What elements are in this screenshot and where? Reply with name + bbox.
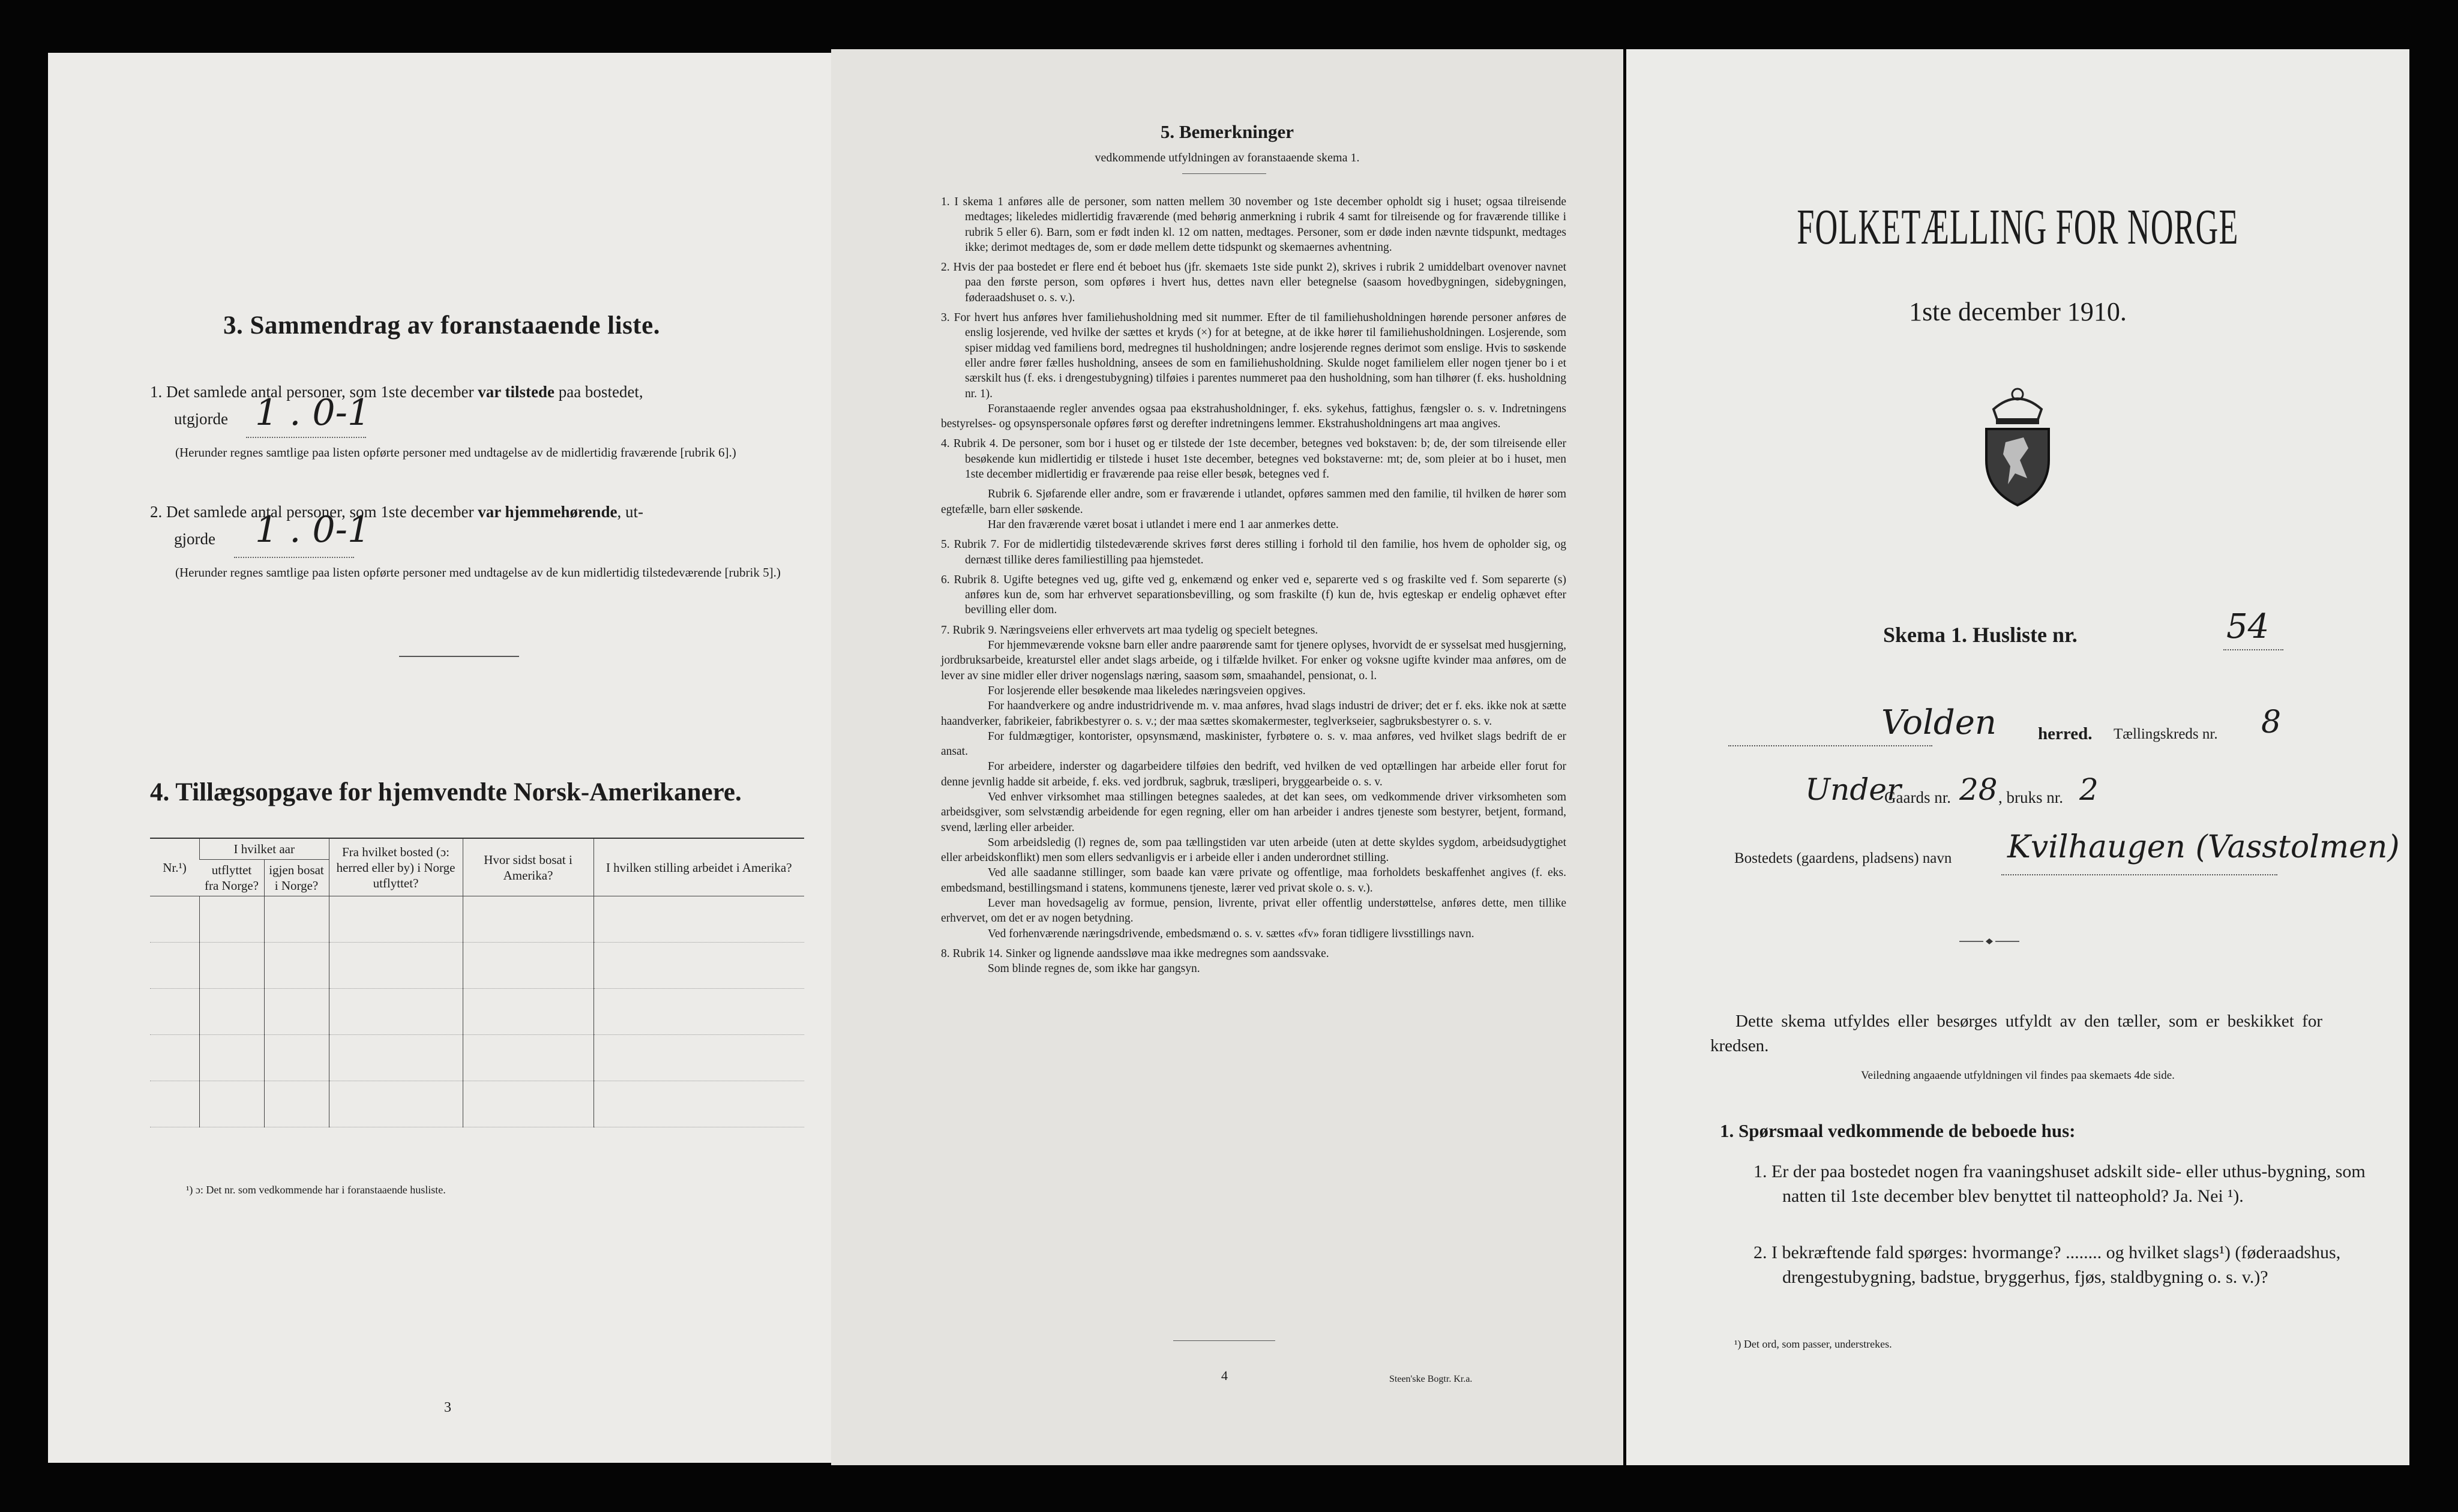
norsk-amerikanere-table <box>150 839 804 1127</box>
handwritten-count-2: 1 . 0-1 <box>255 509 371 551</box>
norway-coat-of-arms-icon <box>1976 376 2060 508</box>
remark-paragraph: Som blinde regnes de, som ikke har gangsyn. <box>988 962 1200 976</box>
col-nr: Nr.¹) <box>150 839 200 896</box>
veiledning-text: Veiledning angaaende utfyldningen vil findes paa skemaets 4de side. <box>1861 1069 2175 1082</box>
page-3 <box>48 53 834 1463</box>
remark-paragraph: 2. Hvis der paa bostedet er flere end ét beboet hus (jfr. skemaets 1ste side punkt 2), skrives i rubrik 2 umiddelbart ovenover navnet paa den første person, som opføres i hvert hus, dettes navn eller betegnelse (saasom hovedbygningen, sidebygningen, føderaadshuset o. s. v.). <box>941 261 1566 304</box>
skema-label: Skema 1. Husliste nr. <box>1883 623 2078 647</box>
remark-paragraph: Som arbeidsledig (l) regnes de, som paa tællingstiden var uten arbeide (uten at dette skyldes sygdom, arbeidsudygtighet eller arbeidskonflikt) men som ellers sedvanligvis er i arbeide eller i anden underordnet stilling. <box>941 836 1566 865</box>
table-row <box>150 943 804 989</box>
col-fra-bosted: Fra hvilket bosted (ɔ: herred eller by) i Norge utflyttet? <box>329 839 463 896</box>
divider <box>1173 1340 1275 1341</box>
dotted-line <box>234 557 354 558</box>
divider <box>1182 173 1266 174</box>
dotted-line <box>246 437 366 438</box>
footnote: ¹) Det ord, som passer, understrekes. <box>1734 1338 1892 1350</box>
note-2: (Herunder regnes samtlige paa listen opførte personer med undtagelse av de kun midlertidig tilstedeværende [rubrik 5].) <box>175 565 781 580</box>
remark-paragraph: 6. Rubrik 8. Ugifte betegnes ved ug, gifte ved g, enkemænd og enker ved e, separerte ved s og fraskilte ved f. Som separerte (s) anføres kun de, som har erhvervet separationsbevilling, og som fraskilte (f) kun de, hvis egteskap er endelig ophævet efter bevilling eller dom. <box>941 573 1566 617</box>
handwritten-count-1: 1 . 0-1 <box>255 392 371 434</box>
page-1-cover <box>1626 49 2409 1465</box>
col-stilling: I hvilken stilling arbeidet i Amerika? <box>593 839 804 896</box>
question-1: 1. Er der paa bostedet nogen fra vaaningshuset adskilt side- eller uthus-bygning, som natten til 1ste december blev benyttet til natteophold? Ja. Nei ¹). <box>1753 1162 2366 1206</box>
remark-paragraph: 1. I skema 1 anføres alle de personer, som natten mellem 30 november og 1ste december opholdt sig i huset; ogsaa tilreisende medtages; likeledes midlertidig fraværende (med behørig anmerkning i rubrik 4 samt for tilreisende og for fraværende tillike i rubrik 5 eller 6). Barn, som er født inden kl. 12 om natten, medtages. Personer, som er døde inden nævnte tidspunkt, medtages ikke; derimot medtages de, som er døde mellem dette tidspunkt og skemaernes avhentning. <box>941 196 1566 254</box>
husliste-number-hand: 54 <box>2226 607 2270 646</box>
remark-paragraph: Har den fraværende været bosat i utlandet i mere end 1 aar anmerkes dette. <box>988 518 1339 531</box>
gaard-label: Gaards nr. <box>1884 788 1951 806</box>
divider <box>399 656 519 657</box>
summary-item-2: 2. Det samlede antal personer, som 1ste december var hjemmehørende, ut- <box>150 503 643 521</box>
col-group-aar: I hvilket aar <box>200 839 329 860</box>
remark-paragraph: Rubrik 6. Sjøfarende eller andre, som er fraværende i utlandet, opføres sammen med den familie, til hvilken de hører som egtefælle, barn eller søskende. <box>941 488 1566 516</box>
col-igjen-bosat: igjen bosat i Norge? <box>264 860 329 896</box>
remark-paragraph: Foranstaaende regler anvendes ogsaa paa ekstrahusholdninger, f. eks. sykehus, fattighus, fængsler o. s. v. Indretningens bestyrelses- og opsynspersonale opføres først og derefter indretningens lemmer. Ekstrahusholdningens art maa angives. <box>941 402 1566 431</box>
intro-text: Dette skema utfyldes eller besørges utfyldt av den tæller, som er beskikket for kredsen. <box>1710 1012 2322 1055</box>
remark-paragraph: 8. Rubrik 14. Sinker og lignende aandssløve maa ikke medregnes som aandssvake. <box>941 947 1329 960</box>
remark-paragraph: Lever man hovedsagelig av formue, pension, livrente, privat eller offentlig understøttelse, anføres dette, men tillike erhvervet, om det er av nogen betydning. <box>941 897 1566 925</box>
remarks-body <box>941 194 1566 977</box>
herred-hand: Volden <box>1881 703 1997 742</box>
ornament-divider-icon <box>1959 936 2019 941</box>
section4-title: 4. Tillægsopgave for hjemvendte Norsk-Amerikanere. <box>150 778 742 806</box>
remark-paragraph: Ved enhver virksomhet maa stillingen betegnes saaledes, at det kan sees, om vedkommende driver virksomheten som arbeidsgiver, som selvstændig arbeidende for egen regning, eller om han arbeider i andres tjeneste som bestyrer, betjent, formand, svend, lærling eller arbeider. <box>941 790 1566 834</box>
remark-paragraph: 5. Rubrik 7. For de midlertidig tilstedeværende skrives først deres stilling i forhold til den familie, hos hvem de opholder sig, og dernæst tillike deres familiestilling paa hjemstedet. <box>941 538 1566 566</box>
bemerkninger-subtitle: vedkommende utfyldningen av foranstaaende skema 1. <box>1095 151 1360 164</box>
section3-title: 3. Sammendrag av foranstaaende liste. <box>223 311 660 340</box>
bruk-label: , bruks nr. <box>1998 788 2063 806</box>
remark-paragraph: For hjemmeværende voksne barn eller andre paarørende samt for tjenere oplyses, hvorvidt de er sysselsat med husgjerning, jordbruksarbeide, kreaturstel eller andet slags arbeide, og i tilfælde hvilket. For enker og voksne ugifte kvinder maa anføres, om de lever av sine midler eller driver nogenslags næring, saasom søm, smaahandel, pensionat, o. l. <box>941 639 1566 682</box>
remark-paragraph: For losjerende eller besøkende maa likeledes næringsveien opgives. <box>988 684 1306 697</box>
col-utflyttet: utflyttet fra Norge? <box>200 860 265 896</box>
dotted-line <box>2001 874 2277 875</box>
question-2: 2. I bekræftende fald spørges: hvormange? ........ og hvilket slags¹) (føderaadshus, drengestubygning, badstue, bryggerhus, fjøs, staldbygning o. s. v.)? <box>1753 1243 2341 1287</box>
table-row <box>150 896 804 943</box>
bemerkninger-title: 5. Bemerkninger <box>1160 121 1294 142</box>
page-number: 3 <box>444 1400 451 1415</box>
remark-paragraph: Ved forhenværende næringsdrivende, embedsmænd o. s. v. sættes «fv» foran tidligere livsstillings navn. <box>988 927 1474 940</box>
page-4 <box>831 49 1623 1465</box>
remark-paragraph: For fuldmægtiger, kontorister, opsynsmænd, maskinister, fyrbøtere o. s. v. maa anføres, ved hvilket slags bedrift de er ansat. <box>941 730 1566 758</box>
remark-paragraph: For arbeidere, inderster og dagarbeidere tilføies den bedrift, ved hvilken de ved optællingen har arbeide eller forut for denne jevnlig hadde sit arbeide, f. eks. ved jordbruk, sagbruk, træsliperi, bryggearbeide o. s. v. <box>941 760 1566 788</box>
remark-paragraph: 7. Rubrik 9. Næringsveiens eller erhvervets art maa tydelig og specielt betegnes. <box>941 623 1318 637</box>
kreds-hand: 8 <box>2261 704 2282 740</box>
note-1: (Herunder regnes samtlige paa listen opførte personer med undtagelse av de midlertidig fraværende [rubrik 6].) <box>175 445 736 460</box>
footnote: ¹) ɔ: Det nr. som vedkommende har i foranstaaende husliste. <box>186 1184 446 1196</box>
remark-paragraph: For haandverkere og andre industridrivende m. v. maa anføres, hvad slags industri de driver; det er f. eks. ikke nok at sætte haandverker, fabrikeier, fabrikbestyrer o. s. v.; der maa sættes skomakermester, teglverkseier, sagbruksbestyrer o. s. v. <box>941 700 1566 728</box>
utgjorde-label-1: utgjorde <box>174 410 228 428</box>
remark-paragraph: 4. Rubrik 4. De personer, som bor i huset og er tilstede der 1ste december, betegnes ved bokstaven: b; de, der som tilreisende eller besøkende kun midlertidig er tilstede i huset 1ste december, betegnes ved bokstaverne: mt; de, som pleier at bo i huset, men 1ste december midlertidig er fraværende paa reise eller besøk, betegnes ved f. <box>941 437 1566 481</box>
census-title: FOLKETÆLLING FOR NORGE <box>1797 199 2239 255</box>
bruk-hand: 2 <box>2079 772 2099 807</box>
bosted-label: Bostedets (gaardens, pladsens) navn <box>1734 850 1952 866</box>
remark-paragraph: Ved alle saadanne stillinger, som baade kan være private og offentlige, maa forholdets beskaffenhet angives (f. eks. embedsmand, bestillingsmand i statens, kommunens tjeneste, lærer ved privat skole o. s. v.). <box>941 866 1566 895</box>
remark-paragraph: 3. For hvert hus anføres hver familiehusholdning med sit nummer. Efter de til familiehusholdningen hørende personer anføres de enslig losjerende, ved hvilke der sættes et kryds (×) for at betegne, at de ikke hører til familiehusholdningen. Losjerende, som spiser middag ved familiens bord, medregnes til husholdningen; andre losjerende regnes derimot som enslige. Hvis to søskende eller andre fører fælles husholdning, ansees de som en familiehusholdning. Skulde noget familielem eller nogen tjener bo i et særskilt hus (f. eks. i drengestubygning) tilføies i parentes nummeret paa den husholdning, som han tilhører (f. eks. husholdning nr. 1). <box>941 311 1566 400</box>
printer-mark: Steen'ske Bogtr. Kr.a. <box>1389 1374 1473 1384</box>
herred-label: herred. <box>2038 724 2093 743</box>
table-row <box>150 1081 804 1127</box>
table-row <box>150 1035 804 1081</box>
dotted-line <box>1728 745 1932 746</box>
gaard-hand: Under <box>1805 772 1901 807</box>
gaard-nr-hand: 28 <box>1959 772 1998 807</box>
kreds-label: Tællingskreds nr. <box>2114 726 2218 742</box>
table-row <box>150 989 804 1035</box>
page-number: 4 <box>1221 1368 1228 1383</box>
census-date: 1ste december 1910. <box>1909 297 2127 326</box>
dotted-line <box>2223 649 2283 650</box>
summary-item-1: 1. Det samlede antal personer, som 1ste december var tilstede paa bostedet, <box>150 383 643 401</box>
bosted-hand: Kvilhaugen (Vasstolmen) <box>2007 829 2400 865</box>
question-section-title: 1. Spørsmaal vedkommende de beboede hus: <box>1720 1120 2076 1141</box>
utgjorde-label-2: gjorde <box>174 530 215 548</box>
col-sidst-bosat: Hvor sidst bosat i Amerika? <box>463 839 593 896</box>
